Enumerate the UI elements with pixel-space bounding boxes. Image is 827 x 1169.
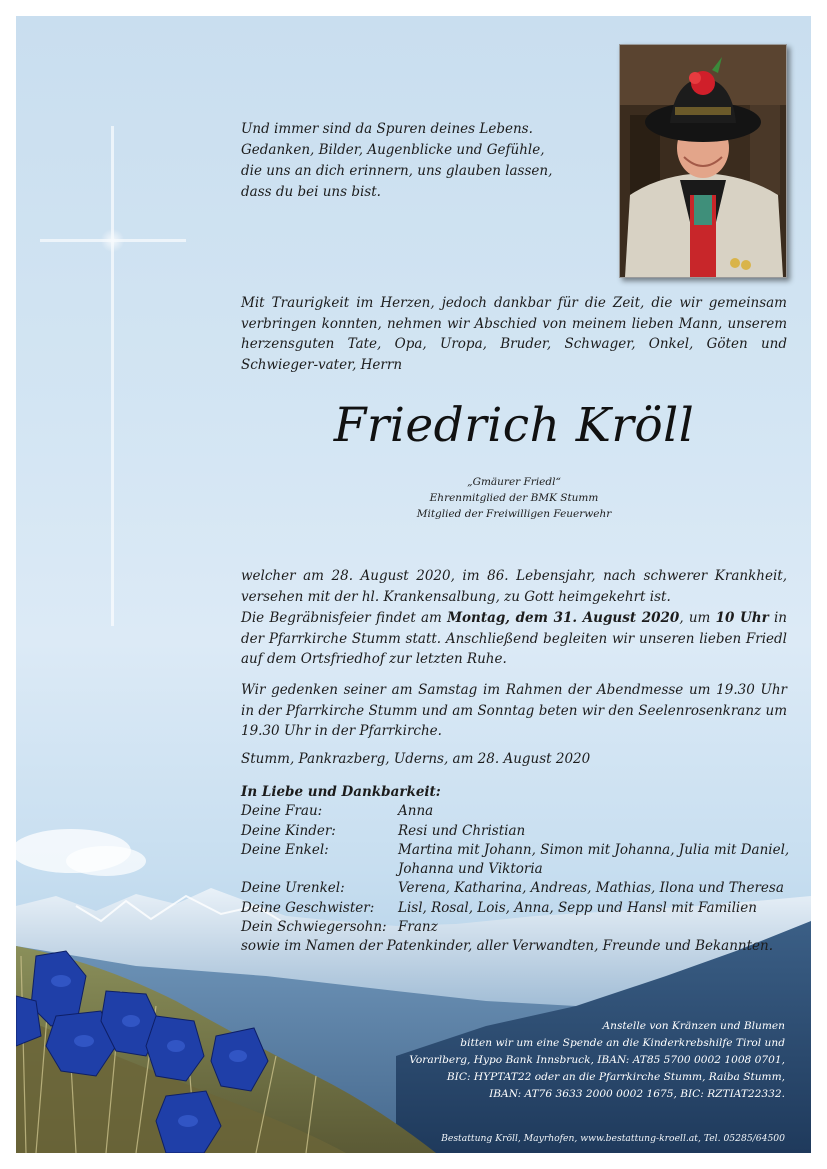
- family-label: Deine Geschwister:: [241, 899, 375, 916]
- donation-note: [345, 1018, 785, 1103]
- membership-line: Mitglied der Freiwilligen Feuerwehr: [416, 508, 612, 520]
- family-label: Deine Frau:: [241, 803, 323, 820]
- family-row: [241, 841, 801, 880]
- obituary-card: [16, 16, 811, 1153]
- family-row: [241, 822, 801, 841]
- family-label: Dein Schwiegersohn:: [241, 919, 387, 936]
- family-value: Verena, Katharina, Andreas, Mathias, Ilona und Theresa: [398, 880, 784, 897]
- donation-line: bitten wir um eine Spende an die Kinderkrebshilfe Tirol und: [460, 1037, 785, 1049]
- funeral-date: Montag, dem 31. August 2020: [447, 610, 680, 626]
- family-value: Resi und Christian: [398, 822, 526, 839]
- mass-notice: Wir gedenken seiner am Samstag im Rahmen der Abendmesse um 19.30 Uhr in der Pfarrkirche Stumm und am Sonntag beten wir den Seelenrosenkranz um 19.30 Uhr in der Pfarrkirche.: [241, 682, 787, 739]
- verse-line: Und immer sind da Spuren deines Lebens.: [241, 121, 533, 137]
- death-notice: welcher am 28. August 2020, im 86. Lebensjahr, nach schwerer Krankheit, versehen mit der hl. Krankensalbung, zu Gott heimgekehrt ist.: [241, 568, 787, 605]
- donation-line: BIC: HYPTAT22 oder an die Pfarrkirche Stumm, Raiba Stumm,: [446, 1071, 785, 1083]
- donation-line: Anstelle von Kränzen und Blumen: [602, 1020, 785, 1032]
- portrait-photo: [619, 44, 787, 278]
- donation-line: Vorarlberg, Hypo Bank Innsbruck, IBAN: AT85 5700 0002 1008 0701,: [409, 1054, 785, 1066]
- verse-line: Gedanken, Bilder, Augenblicke und Gefühle,: [241, 142, 545, 158]
- funeral-text: Die Begräbnisfeier findet am: [241, 610, 448, 626]
- family-label: Deine Kinder:: [241, 822, 336, 839]
- family-row: [241, 802, 801, 821]
- name-subtitles: [241, 474, 787, 522]
- funeral-time: 10 Uhr: [715, 610, 769, 626]
- nickname: „Gmäurer Friedl“: [467, 476, 561, 488]
- portrait-image: [620, 45, 786, 277]
- family-heading: In Liebe und Dankbarkeit:: [241, 784, 441, 800]
- funeral-home-footer: Bestattung Kröll, Mayrhofen, www.bestattung-kroell.at, Tel. 05285/64500: [441, 1133, 785, 1144]
- verse-line: die uns an dich erinnern, uns glauben lassen,: [241, 163, 553, 179]
- family-row: [241, 899, 801, 918]
- funeral-text: , um: [679, 610, 716, 626]
- family-row: [241, 918, 801, 937]
- funeral-text: in der Pfarrkirche Stumm statt. Anschließend begleiten wir unseren lieben Friedl auf dem Ortsfriedhof zur letzten Ruhe.: [241, 610, 787, 667]
- verse-line: dass du bei uns bist.: [241, 184, 381, 200]
- family-label: Deine Enkel:: [241, 841, 329, 858]
- family-value: Franz: [398, 919, 438, 936]
- family-value: Lisl, Rosal, Lois, Anna, Sepp und Hansl mit Familien: [398, 899, 757, 916]
- deceased-name: Friedrich Kröll: [333, 398, 695, 453]
- place-date: Stumm, Pankrazberg, Uderns, am 28. August 2020: [241, 751, 591, 767]
- intro-text: Mit Traurigkeit im Herzen, jedoch dankbar für die Zeit, die wir gemeinsam verbringen konnten, nehmen wir Abschied von meinem lieben Mann, unserem herzensguten Tate, Opa, Uropa, Bruder, Schwager, Onkel, Göten und Schwieger-vater, Herrn: [241, 295, 787, 373]
- family-label: Deine Urenkel:: [241, 880, 345, 897]
- family-row: [241, 879, 801, 898]
- opening-verse: [241, 119, 571, 203]
- family-value: Martina mit Johann, Simon mit Johanna, Julia mit Daniel, Johanna und Viktoria: [398, 841, 790, 878]
- funeral-notice: [241, 608, 787, 670]
- family-list: [241, 783, 801, 957]
- family-value: Anna: [398, 803, 434, 820]
- membership-line: Ehrenmitglied der BMK Stumm: [429, 492, 599, 504]
- family-closing: sowie im Namen der Patenkinder, aller Verwandten, Freunde und Bekannten.: [241, 938, 774, 955]
- donation-line: IBAN: AT76 3633 2000 0002 1675, BIC: RZTIAT22332.: [489, 1088, 785, 1100]
- cross-icon: [40, 126, 186, 626]
